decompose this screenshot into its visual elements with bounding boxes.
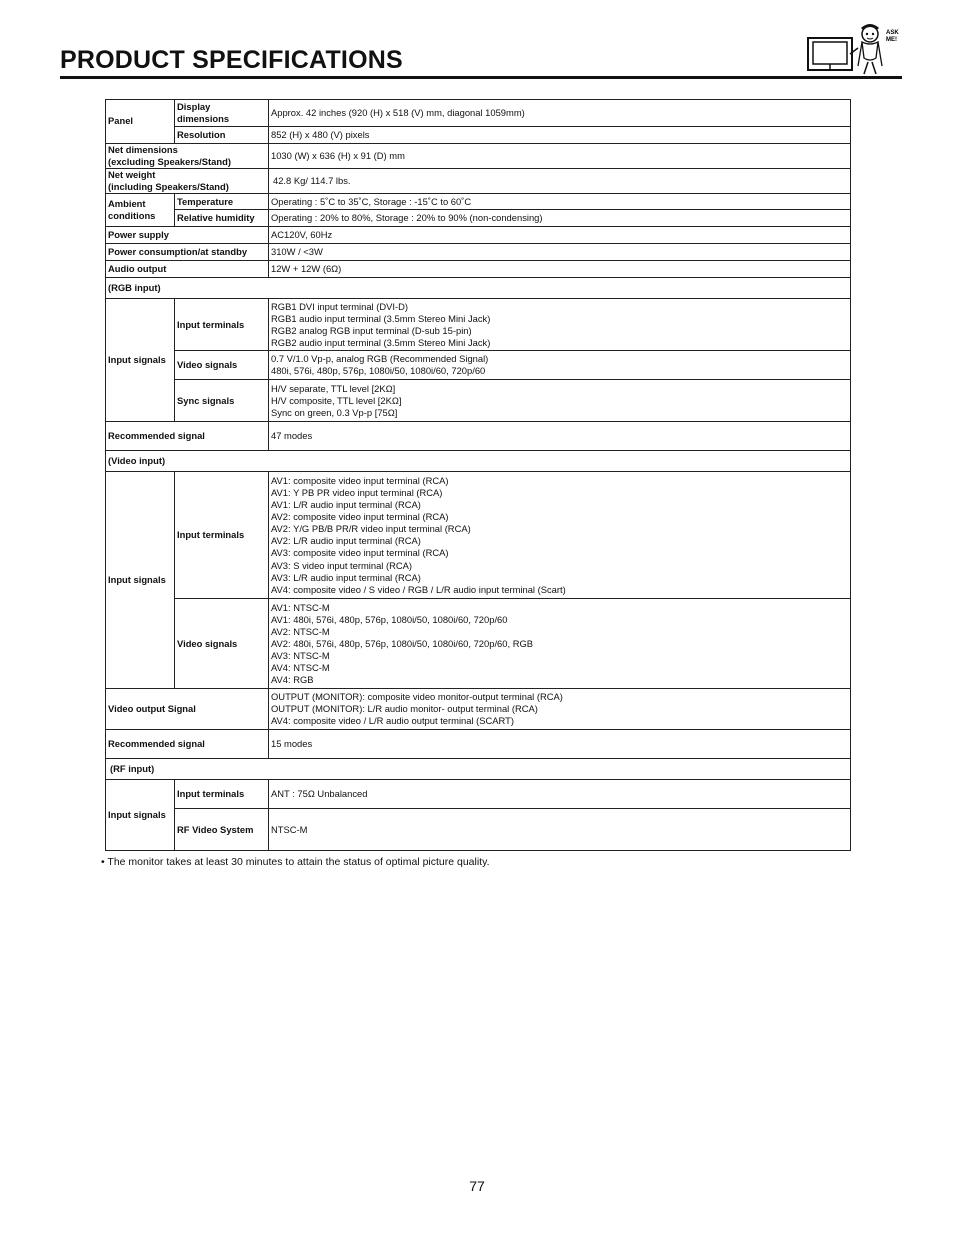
video-output-line: OUTPUT (MONITOR): L/R audio monitor- output terminal (RCA): [271, 703, 538, 715]
page-title: PRODUCT SPECIFICATIONS: [60, 46, 403, 74]
resolution-label: Resolution: [175, 127, 269, 144]
video-recommended-signal-value: 15 modes: [269, 730, 851, 759]
table-row: [106, 278, 851, 299]
net-dimensions-label-line-1: Net dimensions: [108, 144, 178, 155]
table-row: [106, 472, 851, 599]
power-supply-value: AC120V, 60Hz: [269, 227, 851, 244]
page-number: 77: [469, 1178, 485, 1194]
ambient-label-line-1: Ambient: [108, 198, 146, 210]
resolution-value: 852 (H) x 480 (V) pixels: [269, 127, 851, 144]
video-terminal-line: AV2: L/R audio input terminal (RCA): [271, 535, 421, 547]
ambient-conditions-label: [106, 194, 175, 227]
table-row: [106, 244, 851, 261]
net-dimensions-label-line-2: (excluding Speakers/Stand): [108, 156, 231, 168]
rgb-terminal-line: RGB2 audio input terminal (3.5mm Stereo Mini Jack): [271, 336, 491, 348]
display-dimensions-label-line-1: Display: [177, 100, 211, 112]
ask-me-tv-mascot-icon: [806, 18, 902, 76]
video-terminal-line: AV1: L/R audio input terminal (RCA): [271, 499, 421, 511]
table-row: [106, 422, 851, 451]
video-terminal-line: AV1: composite video input terminal (RCA): [271, 474, 449, 486]
rgb-sync-signal-line: H/V separate, TTL level [2KΩ]: [271, 382, 396, 394]
rf-video-system-value: NTSC-M: [269, 809, 851, 851]
video-input-signals-label: Input signals: [106, 472, 175, 689]
video-recommended-signal-label: Recommended signal: [106, 730, 269, 759]
video-output-signal-value: [269, 689, 851, 730]
video-input-terminals-label: Input terminals: [175, 472, 269, 599]
video-terminal-line: AV3: S video input terminal (RCA): [271, 559, 413, 571]
power-supply-label: Power supply: [106, 227, 269, 244]
specifications-table: [105, 99, 851, 851]
rgb-input-terminals-value: [269, 299, 851, 351]
rgb-video-signal-line: 480i, 576i, 480p, 576p, 1080i/50, 1080i/60, 720p/60: [271, 365, 486, 377]
power-consumption-value: 310W / <3W: [269, 244, 851, 261]
rf-input-signals-label: Input signals: [106, 780, 175, 851]
net-weight-label-line-1: Net weight: [108, 169, 156, 181]
net-weight-value: 42.8 Kg/ 114.7 lbs.: [269, 169, 851, 194]
temperature-label: Temperature: [175, 194, 269, 210]
video-output-line: AV4: composite video / L/R audio output terminal (SCART): [271, 715, 514, 727]
panel-label: Panel: [106, 100, 175, 144]
table-row: [106, 261, 851, 278]
table-row: [106, 227, 851, 244]
rf-video-system-label: RF Video System: [175, 809, 269, 851]
video-signal-line: AV1: 480i, 576i, 480p, 576p, 1080i/50, 1080i/60, 720p/60: [271, 613, 508, 625]
rgb-terminal-line: RGB2 analog RGB input terminal (D-sub 15-pin): [271, 324, 472, 336]
rgb-sync-signals-value: [269, 380, 851, 422]
ask-me-caption-2: ME!: [886, 37, 897, 43]
audio-output-label: Audio output: [106, 261, 269, 278]
video-terminal-line: AV2: composite video input terminal (RCA): [271, 511, 449, 523]
video-output-line: OUTPUT (MONITOR): composite video monitor-output terminal (RCA): [271, 691, 563, 703]
table-row: [106, 809, 851, 851]
table-row: [106, 127, 851, 144]
audio-output-value: 12W + 12W (6Ω): [269, 261, 851, 278]
rgb-recommended-signal-value: 47 modes: [269, 422, 851, 451]
rgb-terminal-line: RGB1 audio input terminal (3.5mm Stereo Mini Jack): [271, 312, 491, 324]
rgb-video-signal-line: 0.7 V/1.0 Vp-p, analog RGB (Recommended Signal): [271, 353, 489, 365]
table-row: [106, 451, 851, 472]
table-row: [106, 100, 851, 127]
video-signal-line: AV4: NTSC-M: [271, 662, 330, 674]
rf-input-section-heading: (RF input): [106, 759, 851, 780]
ambient-label-line-2: conditions: [108, 210, 156, 222]
temperature-value: Operating : 5˚C to 35˚C, Storage : -15˚C to 60˚C: [269, 194, 851, 210]
rgb-video-signals-label: Video signals: [175, 351, 269, 380]
rgb-terminal-line: RGB1 DVI input terminal (DVI-D): [271, 300, 409, 312]
table-row: [106, 689, 851, 730]
display-dimensions-label: [175, 100, 269, 127]
video-video-signals-label: Video signals: [175, 599, 269, 689]
table-row: [106, 351, 851, 380]
rgb-input-signals-label: Input signals: [106, 299, 175, 422]
table-row: [106, 194, 851, 210]
table-row: [106, 169, 851, 194]
table-row: [106, 759, 851, 780]
rgb-input-terminals-label: Input terminals: [175, 299, 269, 351]
video-signal-line: AV2: 480i, 576i, 480p, 576p, 1080i/50, 1080i/60, 720p/60, RGB: [271, 637, 534, 649]
rgb-video-signals-value: [269, 351, 851, 380]
video-terminal-line: AV1: Y PB PR video input terminal (RCA): [271, 487, 443, 498]
video-terminal-line: AV3: L/R audio input terminal (RCA): [271, 571, 421, 583]
video-terminal-line: AV3: composite video input terminal (RCA): [271, 547, 449, 559]
table-row: [106, 380, 851, 422]
video-signal-line: AV4: RGB: [271, 674, 314, 686]
display-dimensions-value: Approx. 42 inches (920 (H) x 518 (V) mm, diagonal 1059mm): [269, 100, 851, 127]
rf-input-terminals-label: Input terminals: [175, 780, 269, 809]
table-row: [106, 780, 851, 809]
rgb-recommended-signal-label: Recommended signal: [106, 422, 269, 451]
video-input-terminals-value: [269, 472, 851, 599]
video-output-signal-label: Video output Signal: [106, 689, 269, 730]
video-terminal-line: AV2: Y/G PB/B PR/R video input terminal (RCA): [271, 523, 471, 535]
video-video-signals-value: [269, 599, 851, 689]
rf-input-terminals-value: ANT : 75Ω Unbalanced: [269, 780, 851, 809]
table-row: [106, 599, 851, 689]
rgb-sync-signal-line: H/V composite, TTL level [2KΩ]: [271, 394, 402, 406]
table-row: [106, 299, 851, 351]
ask-me-caption-1: ASK: [886, 30, 899, 36]
relative-humidity-label: Relative humidity: [175, 210, 269, 227]
table-row: [106, 144, 851, 169]
video-signal-line: AV1: NTSC-M: [271, 601, 330, 613]
rgb-input-section-heading: (RGB input): [106, 278, 851, 299]
footnote: • The monitor takes at least 30 minutes to attain the status of optimal picture quality.: [101, 856, 490, 868]
rgb-sync-signals-label: Sync signals: [175, 380, 269, 422]
video-signal-line: AV3: NTSC-M: [271, 649, 330, 661]
power-consumption-label: Power consumption/at standby: [106, 244, 269, 261]
table-row: [106, 730, 851, 759]
header-rule: [60, 76, 902, 79]
net-dimensions-label: [106, 144, 269, 169]
video-signal-line: AV2: NTSC-M: [271, 625, 330, 637]
rgb-sync-signal-line: Sync on green, 0.3 Vp-p [75Ω]: [271, 406, 398, 418]
net-weight-label: [106, 169, 269, 194]
relative-humidity-value: Operating : 20% to 80%, Storage : 20% to 90% (non-condensing): [269, 210, 851, 227]
net-weight-label-line-2: (including Speakers/Stand): [108, 181, 229, 193]
net-dimensions-value: 1030 (W) x 636 (H) x 91 (D) mm: [269, 144, 851, 169]
table-row: [106, 210, 851, 227]
video-terminal-line: AV4: composite video / S video / RGB / L/R audio input terminal (Scart): [271, 583, 566, 595]
display-dimensions-label-line-2: dimensions: [177, 113, 230, 124]
video-input-section-heading: (Video input): [106, 451, 851, 472]
